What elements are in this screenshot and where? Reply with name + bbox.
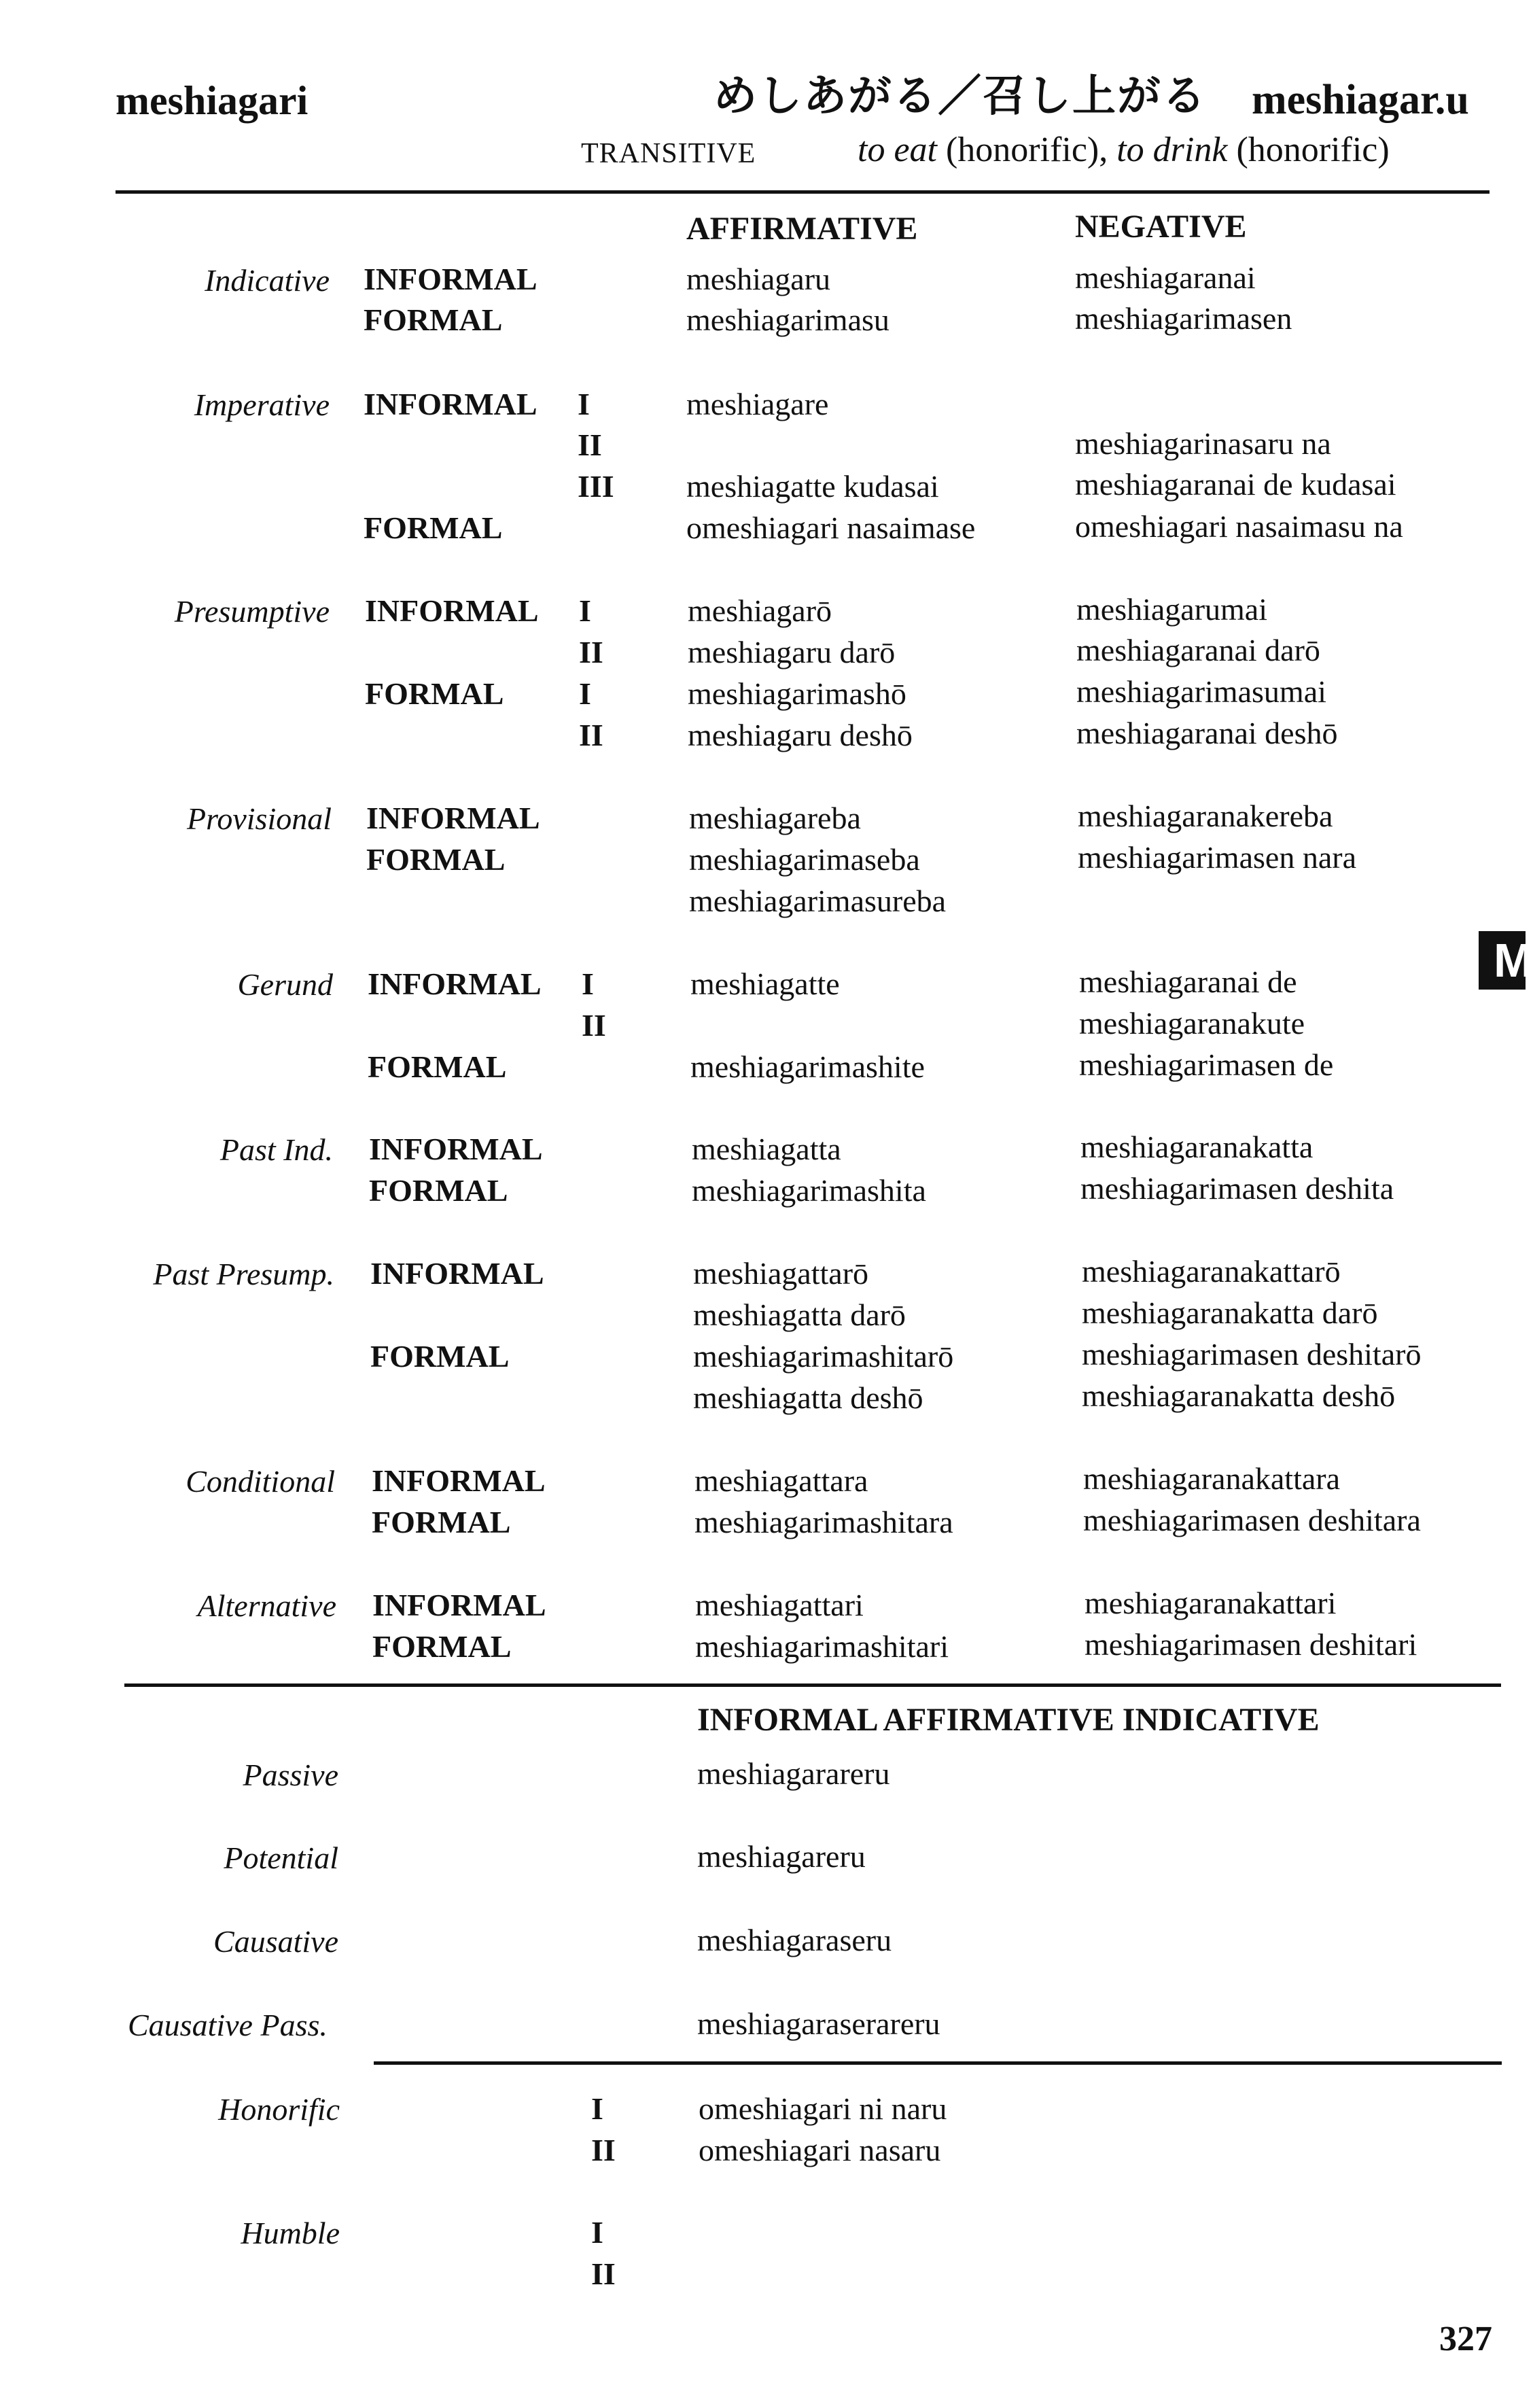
form-cell: meshiagaraserareru (697, 2006, 940, 2041)
register-informal: INFORMAL (372, 1463, 546, 1498)
mood-conditional: Conditional (186, 1464, 335, 1499)
form-cell: omeshiagari nasaimase (686, 510, 976, 545)
register-formal: FORMAL (372, 1629, 512, 1664)
variant-numeral: I (579, 593, 591, 628)
form-cell: meshiagattara (694, 1463, 868, 1498)
form-cell: meshiagarimasen deshitari (1085, 1627, 1417, 1662)
verb-definition (858, 130, 1390, 169)
form-cell: meshiagaranakatta deshō (1082, 1378, 1396, 1413)
form-cell: meshiagarimashitarō (693, 1339, 954, 1374)
register-formal: FORMAL (369, 1173, 508, 1208)
form-cell: omeshiagari ni naru (699, 2091, 947, 2126)
form-cell: meshiagarimasen deshita (1080, 1171, 1394, 1206)
mood-past-presumptive: Past Presump. (153, 1257, 334, 1291)
form-cell: meshiagatte kudasai (686, 469, 939, 504)
form-cell: meshiagaranakattarō (1082, 1254, 1341, 1289)
register-informal: INFORMAL (366, 801, 540, 835)
variant-numeral: I (582, 966, 594, 1001)
definition-drink: to drink (1116, 130, 1228, 169)
form-cell: meshiagaranai darō (1076, 633, 1320, 667)
definition-eat: to eat (858, 130, 937, 169)
form-cell: meshiagaranai (1075, 260, 1256, 295)
form-cell: meshiagarimashita (692, 1173, 926, 1208)
form-cell: meshiagaru darō (688, 635, 896, 669)
form-cell: meshiagarimashitara (694, 1505, 953, 1539)
register-informal: INFORMAL (369, 1132, 543, 1166)
form-cell: meshiagarimashitari (695, 1629, 949, 1664)
register-informal: INFORMAL (370, 1256, 544, 1291)
form-cell: meshiagaranakatta darō (1082, 1295, 1378, 1330)
register-formal: FORMAL (368, 1049, 507, 1084)
form-cell: meshiagarareru (697, 1756, 890, 1791)
register-formal: FORMAL (364, 510, 503, 545)
register-informal: INFORMAL (368, 966, 542, 1001)
form-cell: meshiagaru (686, 262, 831, 296)
form-cell: meshiagatte (690, 966, 840, 1001)
variant-numeral: II (591, 2133, 616, 2167)
register-informal: INFORMAL (364, 262, 538, 296)
form-cell: meshiagaranakereba (1078, 799, 1333, 833)
mood-presumptive: Presumptive (174, 594, 330, 629)
mood-imperative: Imperative (194, 387, 330, 422)
section-rule (374, 2061, 1502, 2065)
definition-note-2: (honorific) (1227, 130, 1390, 169)
form-cell: meshiagaranai de kudasai (1075, 467, 1396, 502)
form-cell: meshiagareru (697, 1839, 866, 1874)
variant-numeral: II (582, 1008, 606, 1043)
form-cell: meshiagaru deshō (688, 718, 913, 752)
headword-romaji: meshiagari (116, 78, 309, 123)
mood-gerund: Gerund (237, 967, 333, 1002)
register-formal: FORMAL (370, 1339, 510, 1374)
mood-causative: Causative (213, 1924, 338, 1959)
mood-alternative: Alternative (197, 1588, 336, 1623)
mood-passive: Passive (243, 1758, 338, 1792)
form-cell: meshiagarimasen deshitarō (1082, 1337, 1422, 1372)
form-cell: meshiagarumai (1076, 592, 1268, 627)
variant-numeral: III (578, 469, 614, 504)
form-cell: omeshiagari nasaimasu na (1075, 509, 1403, 544)
form-cell: meshiagatta (692, 1132, 841, 1166)
mood-provisional: Provisional (187, 801, 332, 836)
negative-heading: NEGATIVE (1075, 209, 1247, 245)
definition-note-1: (honorific), (936, 130, 1117, 169)
form-cell: meshiagattarō (693, 1256, 869, 1291)
header-rule (116, 190, 1490, 194)
variant-numeral: II (578, 427, 602, 462)
form-cell: meshiagaranakattara (1083, 1461, 1340, 1496)
form-cell: meshiagarimasen nara (1078, 840, 1356, 875)
derived-heading: INFORMAL AFFIRMATIVE INDICATIVE (697, 1702, 1320, 1738)
register-informal: INFORMAL (372, 1588, 546, 1622)
mood-potential: Potential (224, 1840, 338, 1875)
form-cell: meshiagatta deshō (693, 1380, 923, 1415)
section-rule (124, 1683, 1501, 1687)
register-informal: INFORMAL (365, 593, 539, 628)
variant-numeral: I (591, 2091, 603, 2126)
variant-numeral: II (579, 635, 603, 669)
variant-numeral: II (591, 2256, 616, 2291)
form-cell: meshiagaraseru (697, 1923, 892, 1957)
form-cell: meshiagatta darō (693, 1297, 906, 1332)
form-cell: meshiagarimasen de (1079, 1047, 1334, 1082)
form-cell: meshiagarō (688, 593, 832, 628)
mood-past-indicative: Past Ind. (219, 1132, 333, 1167)
form-cell: meshiagarimasureba (689, 884, 947, 918)
mood-indicative: Indicative (205, 263, 330, 298)
register-formal: FORMAL (366, 842, 506, 877)
headword-stem: meshiagar.u (1252, 77, 1469, 123)
form-cell: meshiagaranai deshō (1076, 716, 1338, 750)
form-cell: meshiagarimasumai (1076, 674, 1326, 709)
form-cell: meshiagarimasen deshitara (1083, 1503, 1421, 1537)
form-cell: meshiagarimasu (686, 302, 889, 337)
variant-numeral: I (578, 387, 590, 421)
mood-honorific: Honorific (218, 2092, 340, 2127)
register-informal: INFORMAL (364, 387, 538, 421)
headword-kana: めしあがる／召し上がる (713, 71, 1207, 122)
register-formal: FORMAL (364, 302, 503, 337)
form-cell: meshiagarimaseba (689, 842, 920, 877)
form-cell: meshiagaranai de (1079, 964, 1297, 999)
form-cell: meshiagaranakattari (1085, 1586, 1337, 1620)
form-cell: meshiagattari (695, 1588, 864, 1622)
mood-humble: Humble (241, 2216, 340, 2250)
variant-numeral: I (591, 2215, 603, 2250)
verb-type: TRANSITIVE (581, 138, 756, 169)
variant-numeral: II (579, 718, 603, 752)
affirmative-heading: AFFIRMATIVE (686, 211, 918, 247)
form-cell: meshiagarimashite (690, 1049, 925, 1084)
thumb-index-letter: M (1494, 934, 1533, 987)
register-formal: FORMAL (372, 1505, 511, 1539)
variant-numeral: I (579, 676, 591, 711)
form-cell: meshiagarimashō (688, 676, 906, 711)
form-cell: omeshiagari nasaru (699, 2133, 941, 2167)
mood-causative-passive: Causative Pass. (128, 2008, 328, 2042)
form-cell: meshiagareba (689, 801, 861, 835)
form-cell: meshiagarimasen (1075, 301, 1292, 336)
form-cell: meshiagaranakute (1079, 1006, 1305, 1041)
page-number: 327 (1439, 2320, 1492, 2358)
register-formal: FORMAL (365, 676, 504, 711)
form-cell: meshiagaranakatta (1080, 1130, 1314, 1164)
form-cell: meshiagare (686, 387, 829, 421)
form-cell: meshiagarinasaru na (1075, 426, 1331, 461)
